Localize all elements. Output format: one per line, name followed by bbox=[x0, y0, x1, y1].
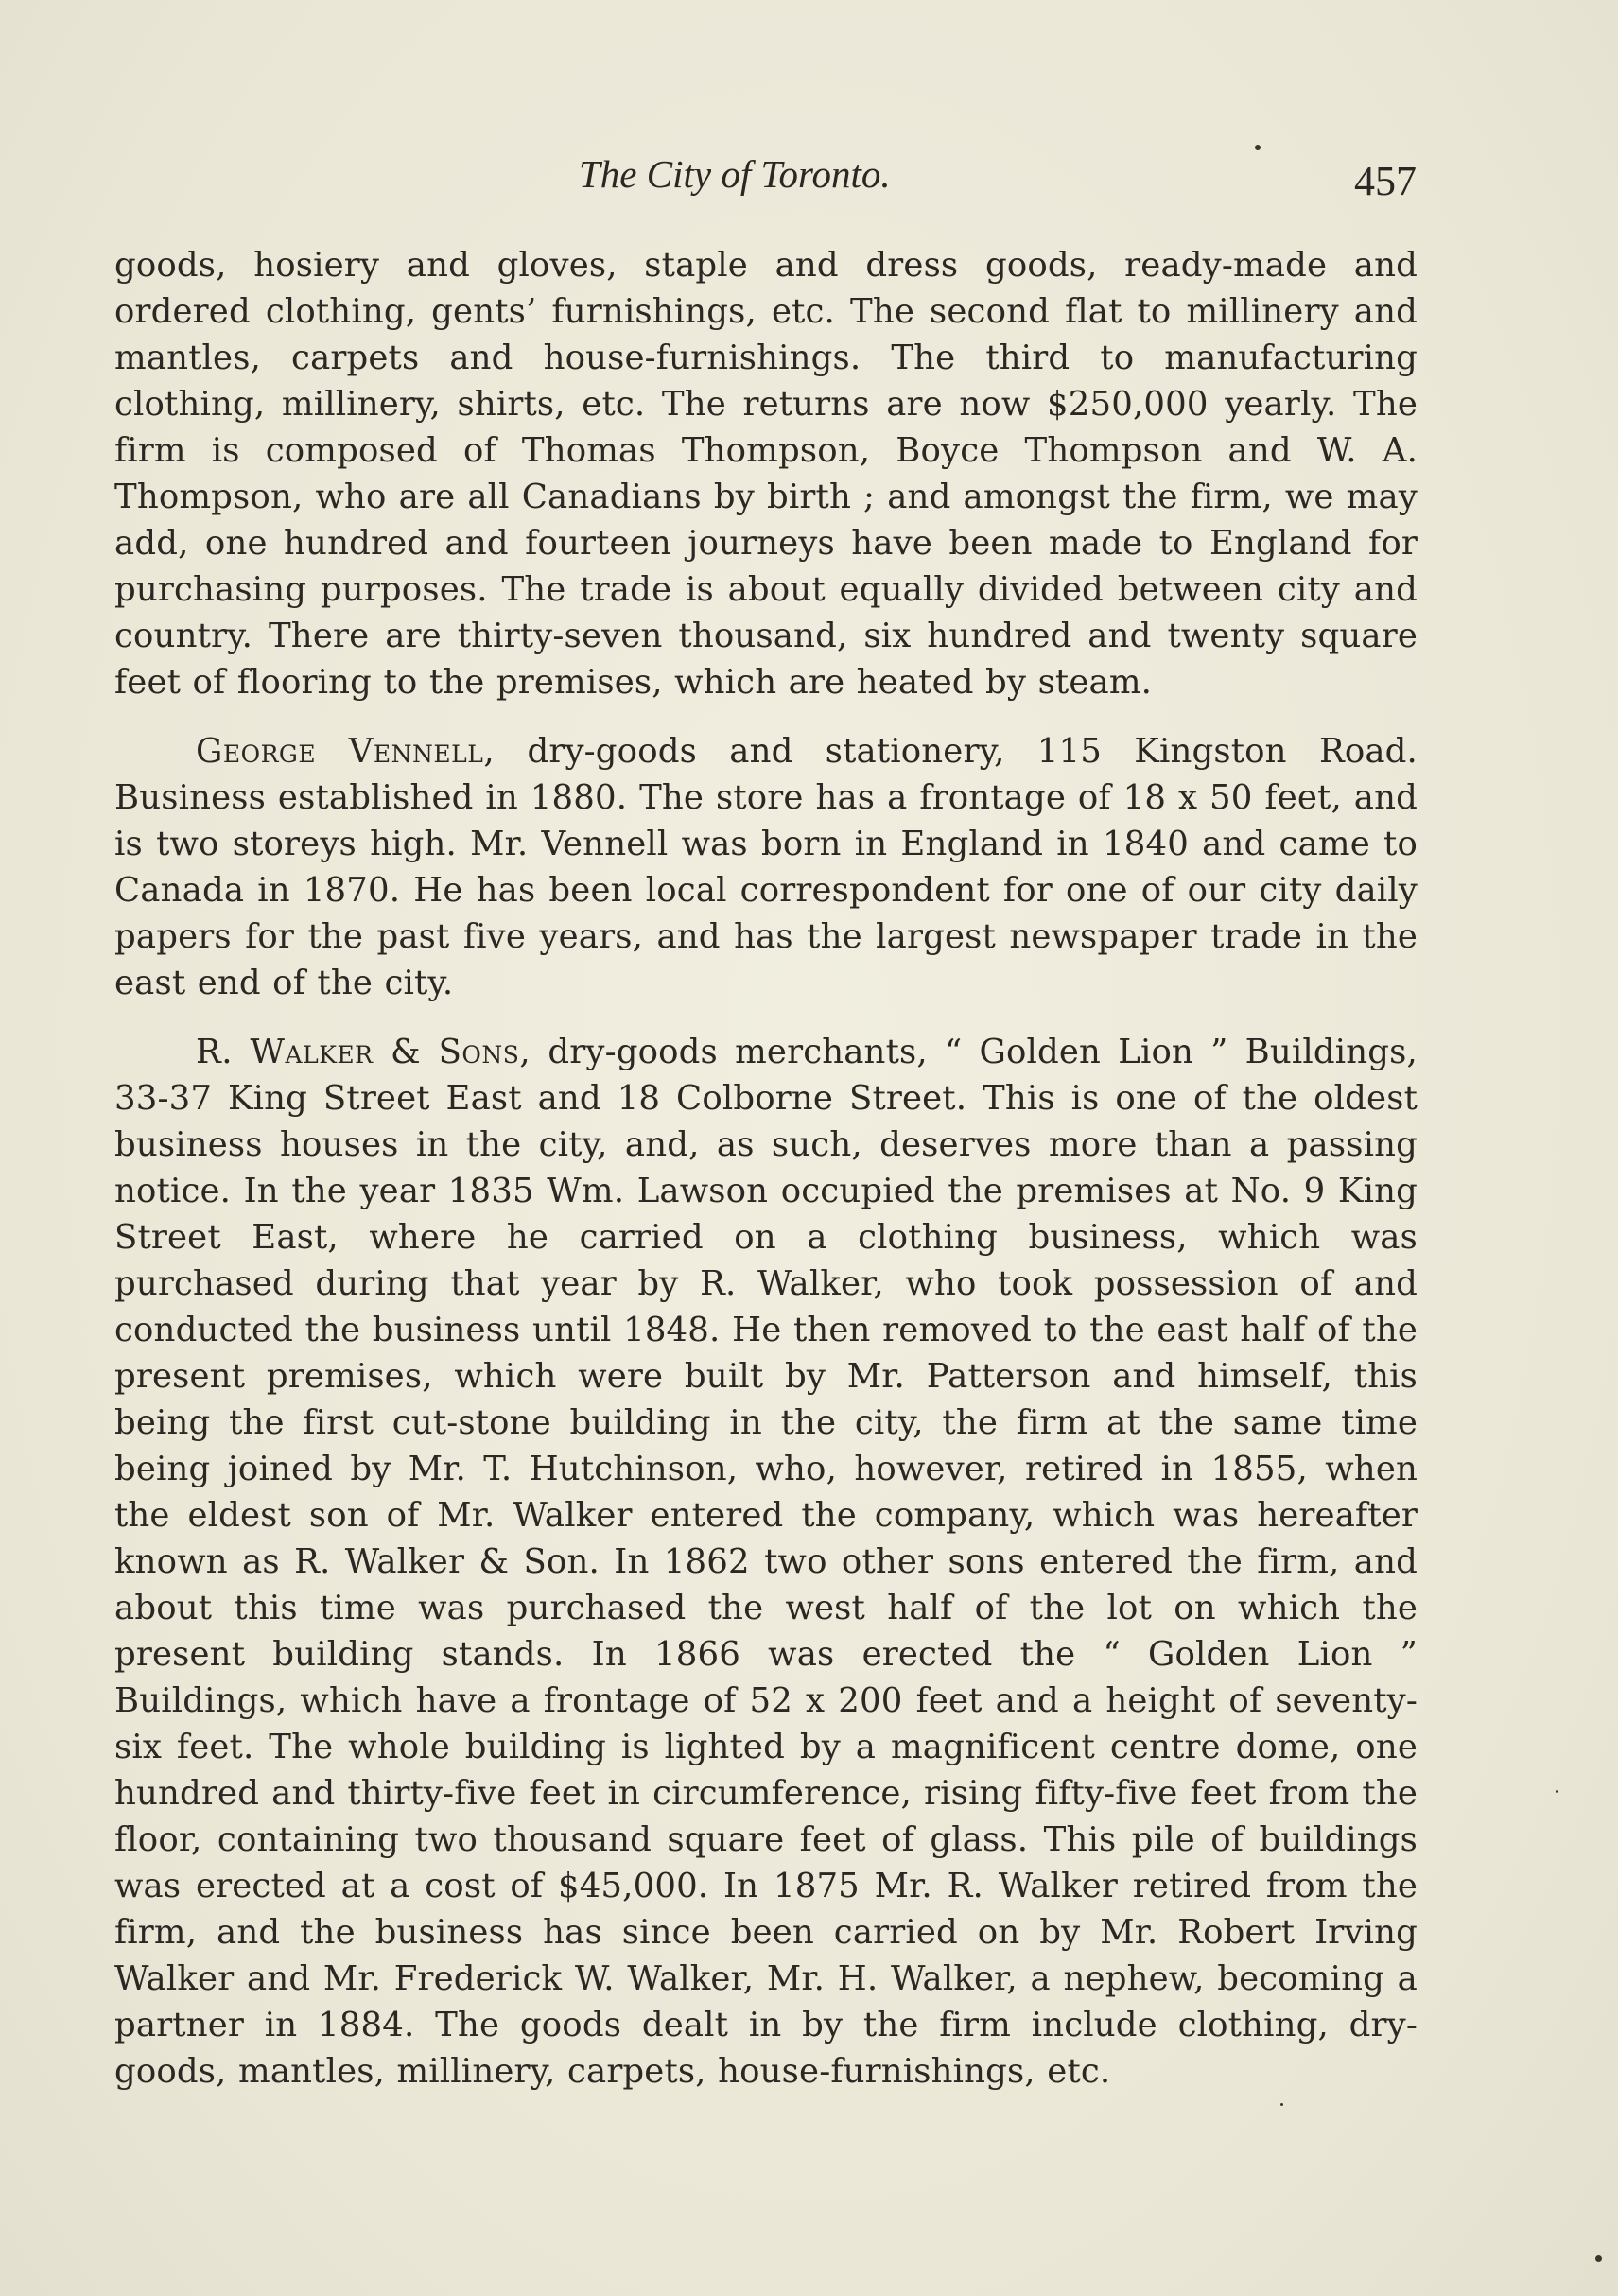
paragraph-text: goods, hosiery and gloves, staple and dress goods, ready-made and ordered clothing, gents’ furnishings, etc. The second flat to millinery and mantles, carpets and house-furnishings. The third to manufacturing clothing, millinery, shirts, etc. The returns are now $250,000 yearly. The firm is composed of Thomas Thompson, Boyce Thompson and W. A. Thompson, who are all Canadians by birth ; and amongst the firm, we may add, one hundred and fourteen journeys have been made to England for purchasing purposes. The trade is about equally divided between city and country. There are thirty-seven thousand, six hundred and twenty square feet of flooring to the premises, which are heated by steam. bbox=[114, 246, 1418, 702]
page-number: 457 bbox=[1354, 158, 1417, 204]
entry-heading: R. Walker & Sons, bbox=[196, 1033, 531, 1071]
paragraph-text: dry-goods and stationery, 115 Kingston Road. Business established in 1880. The store has a frontage of 18 x 50 feet, and is two storeys high. Mr. Vennell was born in England in 1840 and came to Canada in 1870. He has been local correspondent for one of our city daily papers for the past five years, and has the largest newspaper trade in the east end of the city. bbox=[114, 732, 1418, 1002]
print-speck bbox=[1595, 2255, 1602, 2262]
paragraph-thompson bbox=[114, 242, 1418, 705]
print-speck bbox=[1556, 1790, 1558, 1793]
paragraph-text: dry-goods merchants, “ Golden Lion ” Buildings, 33-37 King Street East and 18 Colborne Street. This is one of the oldest business houses in the city, and, as such, deserves more than a passing notice. In the year 1835 Wm. Lawson occupied the premises at No. 9 King Street East, where he carried on a clothing business, which was purchased during that year by R. Walker, who took possession of and conducted the business until 1848. He then removed to the east half of the present premises, which were built by Mr. Patterson and himself, this being the first cut-stone building in the city, the firm at the same time being joined by Mr. T. Hutchinson, who, however, retired in 1855, when the eldest son of Mr. Walker entered the company, which was hereafter known as R. Walker & Son. In 1862 two other sons entered the firm, and about this time was purchased the west half of the lot on which the present building stands. In 1866 was erected the “ Golden Lion ” Buildings, which have a frontage of 52 x 200 feet and a height of seventy-six feet. The whole building is lighted by a magnificent centre dome, one hundred and thirty-five feet in circumference, rising fifty-five feet from the floor, containing two thousand square feet of glass. This pile of buildings was erected at a cost of $45,000. In 1875 Mr. R. Walker retired from the firm, and the business has since been carried on by Mr. Robert Irving Walker and Mr. Frederick W. Walker, Mr. H. Walker, a nephew, becoming a partner in 1884. The goods dealt in by the firm include clothing, dry-goods, mantles, millinery, carpets, house-furnishings, etc. bbox=[114, 1033, 1418, 2091]
paragraph-r-walker-sons bbox=[114, 1029, 1418, 2095]
print-speck bbox=[1255, 145, 1261, 150]
running-title: The City of Toronto. bbox=[579, 152, 891, 196]
body-text bbox=[114, 242, 1418, 2095]
paragraph-george-vennell bbox=[114, 728, 1418, 1006]
page-header bbox=[0, 151, 1618, 208]
print-speck bbox=[1280, 2103, 1283, 2106]
entry-heading: George Vennell, bbox=[196, 732, 496, 771]
